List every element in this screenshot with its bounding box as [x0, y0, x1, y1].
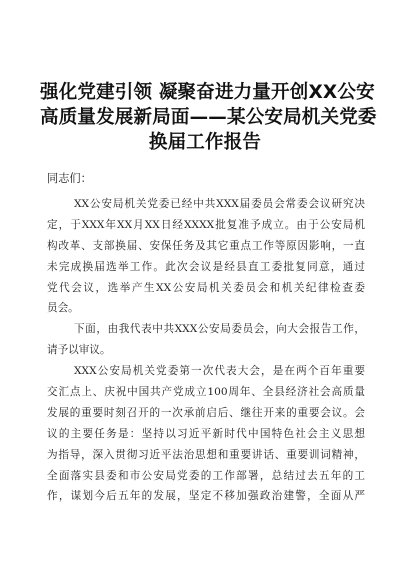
paragraph-line: 交汇点上、庆祝中国共产党成立100周年、全县经济社会高质量	[47, 386, 365, 399]
paragraph-line: XX公安局机关党委已经中共XXX届委员会常委会议研究决	[74, 198, 365, 210]
salutation: 同志们：	[47, 172, 92, 185]
title-line: 高质量发展新局面——某公安局机关党委	[40, 107, 377, 128]
paragraph-line: 发展的重要时刻召开的一次承前启后、继往开来的重要会议。会	[47, 406, 365, 419]
paragraph-line: 作，谋划今后五年的发展，坚定不移加强政治建警，全面从严	[47, 490, 365, 503]
paragraph-line: 员会。	[47, 302, 79, 315]
title-line: 换届工作报告	[148, 132, 262, 153]
paragraph-line: 构改革、支部换届、安保任务及其它重点工作等原因影响，一直	[47, 239, 365, 252]
title-line: 强化党建引领 凝聚奋进力量开创XX公安	[40, 82, 375, 103]
document-title	[40, 80, 377, 155]
paragraph-line: 未完成换届选举工作。此次会议是经县直工委批复同意，通过	[47, 260, 365, 273]
report-body	[47, 194, 365, 507]
paragraph-line: 为指导，深入贯彻习近平法治思想和重要讲话、重要训词精神，	[47, 448, 365, 461]
paragraph-line: 议的主要任务是：坚持以习近平新时代中国特色社会主义思想	[47, 427, 365, 440]
paragraph-line: 党代会议，选举产生XX公安局机关委员会和机关纪律检查委	[47, 281, 365, 294]
paragraph-line: 全面落实县委和市公安局党委的工作部署，总结过去五年的工	[47, 469, 365, 482]
paragraph-line: 定，于XXX年XX月XX日经XXXX批复准予成立。由于公安局机	[47, 218, 365, 231]
paragraph-line: XXX公安局机关党委第一次代表大会，是在两个百年重要	[74, 365, 365, 378]
paragraph-line: 请予以审议。	[47, 344, 111, 357]
paragraph-line: 下面，由我代表中共XXX公安局委员会，向大会报告工作，	[74, 323, 365, 336]
